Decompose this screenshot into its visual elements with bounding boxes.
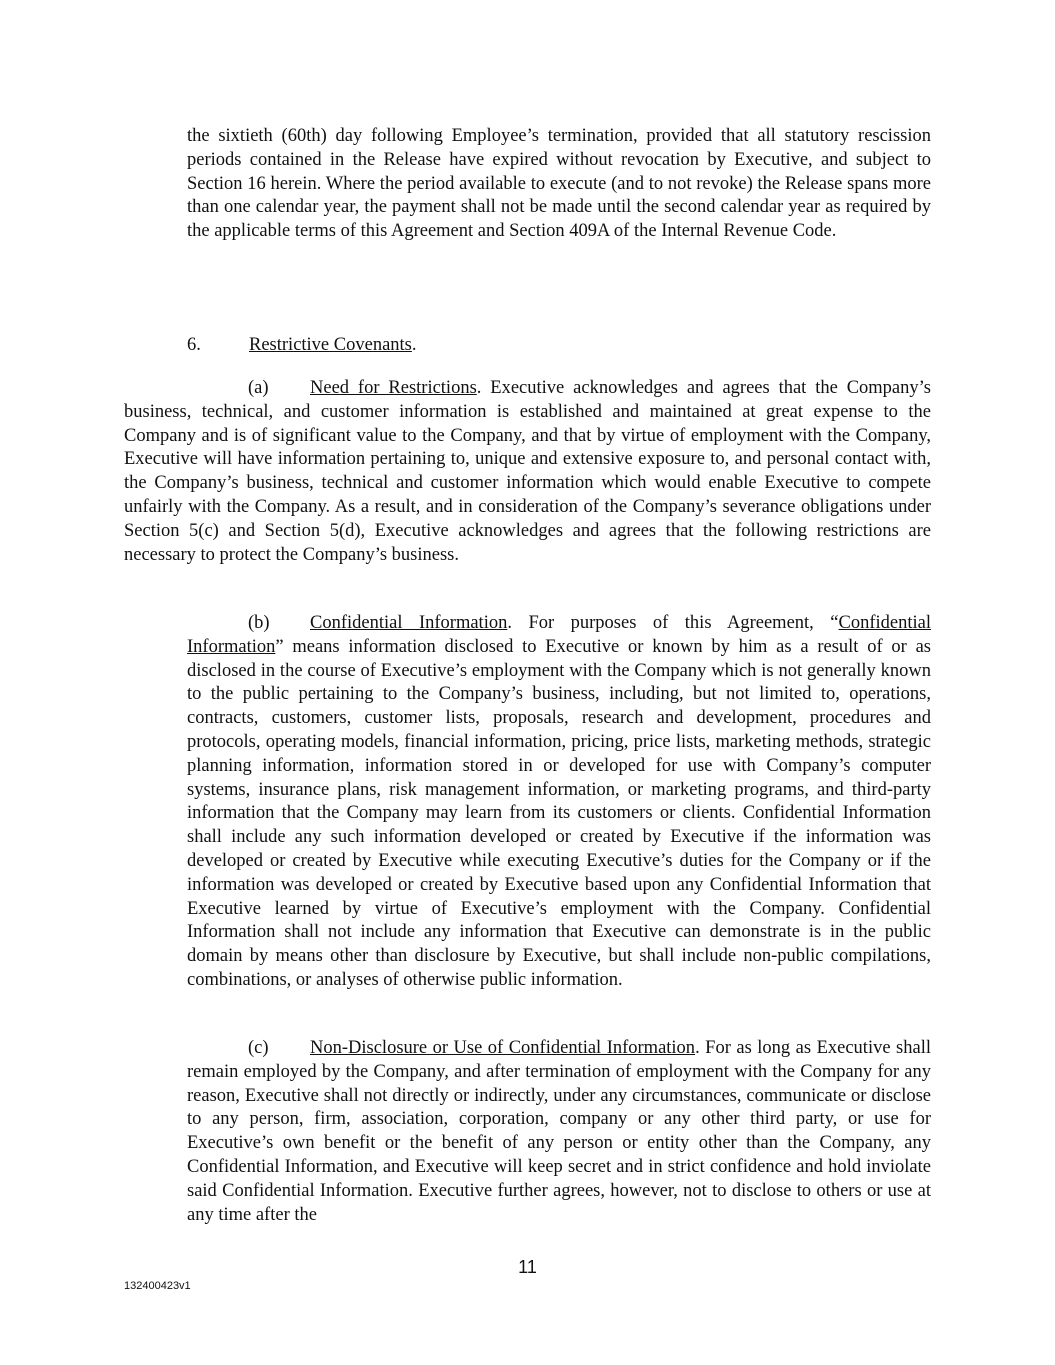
subsection-b-label: (b) [248,613,270,633]
subsection-a-title: Need for Restrictions [310,378,477,398]
subsection-c-paragraph [187,1037,931,1227]
subsection-a-label: (a) [248,378,269,398]
subsection-b-paragraph [187,612,931,993]
section-title-suffix: . [411,335,417,355]
subsection-b-body: ” means information disclosed to Executive or known by him as a result of or as disclosed in the course of Executive’s employment with the Company which is not generally known to the public pertaining to the Company’s business, including, but not limited to, operations, contracts, customers, customer lists, proposals, research and development, procedures and protocols, operating models, financial information, pricing, price lists, marketing methods, strategic planning information, information stored in or developed for use with Company’s computer systems, insurance plans, risk management information, or marketing programs, and third-party information that the Company may learn from its customers or clients. Confidential Information shall include any such information developed or created by Executive if the information was developed or created by Executive while executing Executive’s duties for the Company or if the information was developed or created by Executive based upon any Confidential Information that Executive learned by virtue of Executive’s employment with the Company. Confidential Information shall not include any information that Executive can demonstrate is in the public domain by means other than disclosure by Executive, but shall include non-public compilations, combinations, or analyses of otherwise public information. [187,636,931,990]
subsection-b-title: Confidential Information [310,613,508,633]
subsection-a-paragraph [124,377,931,567]
subsection-c-body: . For as long as Executive shall remain employed by the Company, and after termination of employment with the Company for any reason, Executive shall not directly or indirectly, under any circumstances, communicate or disclose to any person, firm, association, corporation, company or any other third party, or use for Executive’s own benefit or the benefit of any person or entity other than the Company, any Confidential Information, and Executive will keep secret and in strict confidence and hold inviolate said Confidential Information. Executive further agrees, however, not to disclose to others or use at any time after the [187,1038,931,1225]
subsection-c-title: Non-Disclosure or Use of Confidential Information [310,1038,696,1058]
page-number: 11 [518,1257,537,1277]
subsection-c-label: (c) [248,1038,269,1058]
section-title: Restrictive Covenants [249,335,412,355]
section-heading [187,333,417,357]
confidential-information-defined-term: Confidential Information [187,613,931,657]
document-id: 132400423v1 [124,1280,191,1292]
intro-paragraph: the sixtieth (60th) day following Employee’s termination, provided that all statutory rescission periods contained in the Release have expired without revocation by Executive, and subject to Section 16 herein. Where the period available to execute (and to not revoke) the Release spans more than one calendar year, the payment shall not be made until the second calendar year as required by the applicable terms of this Agreement and Section 409A of the Internal Revenue Code. [187,126,931,242]
section-number: 6. [187,335,201,355]
subsection-b-intro: . For purposes of this Agreement, “ [507,613,839,633]
subsection-a-body: . Executive acknowledges and agrees that the Company’s business, technical, and customer information is established and maintained at great expense to the Company and is of significant value to the Company, and that by virtue of employment with the Company, Executive will have information pertaining to, unique and extensive exposure to, and personal contact with, the Company’s business, technical and customer information which would enable Executive to compete unfairly with the Company. As a result, and in consideration of the Company’s severance obligations under Section 5(c) and Section 5(d), Executive acknowledges and agrees that the following restrictions are necessary to protect the Company’s business. [124,378,931,565]
